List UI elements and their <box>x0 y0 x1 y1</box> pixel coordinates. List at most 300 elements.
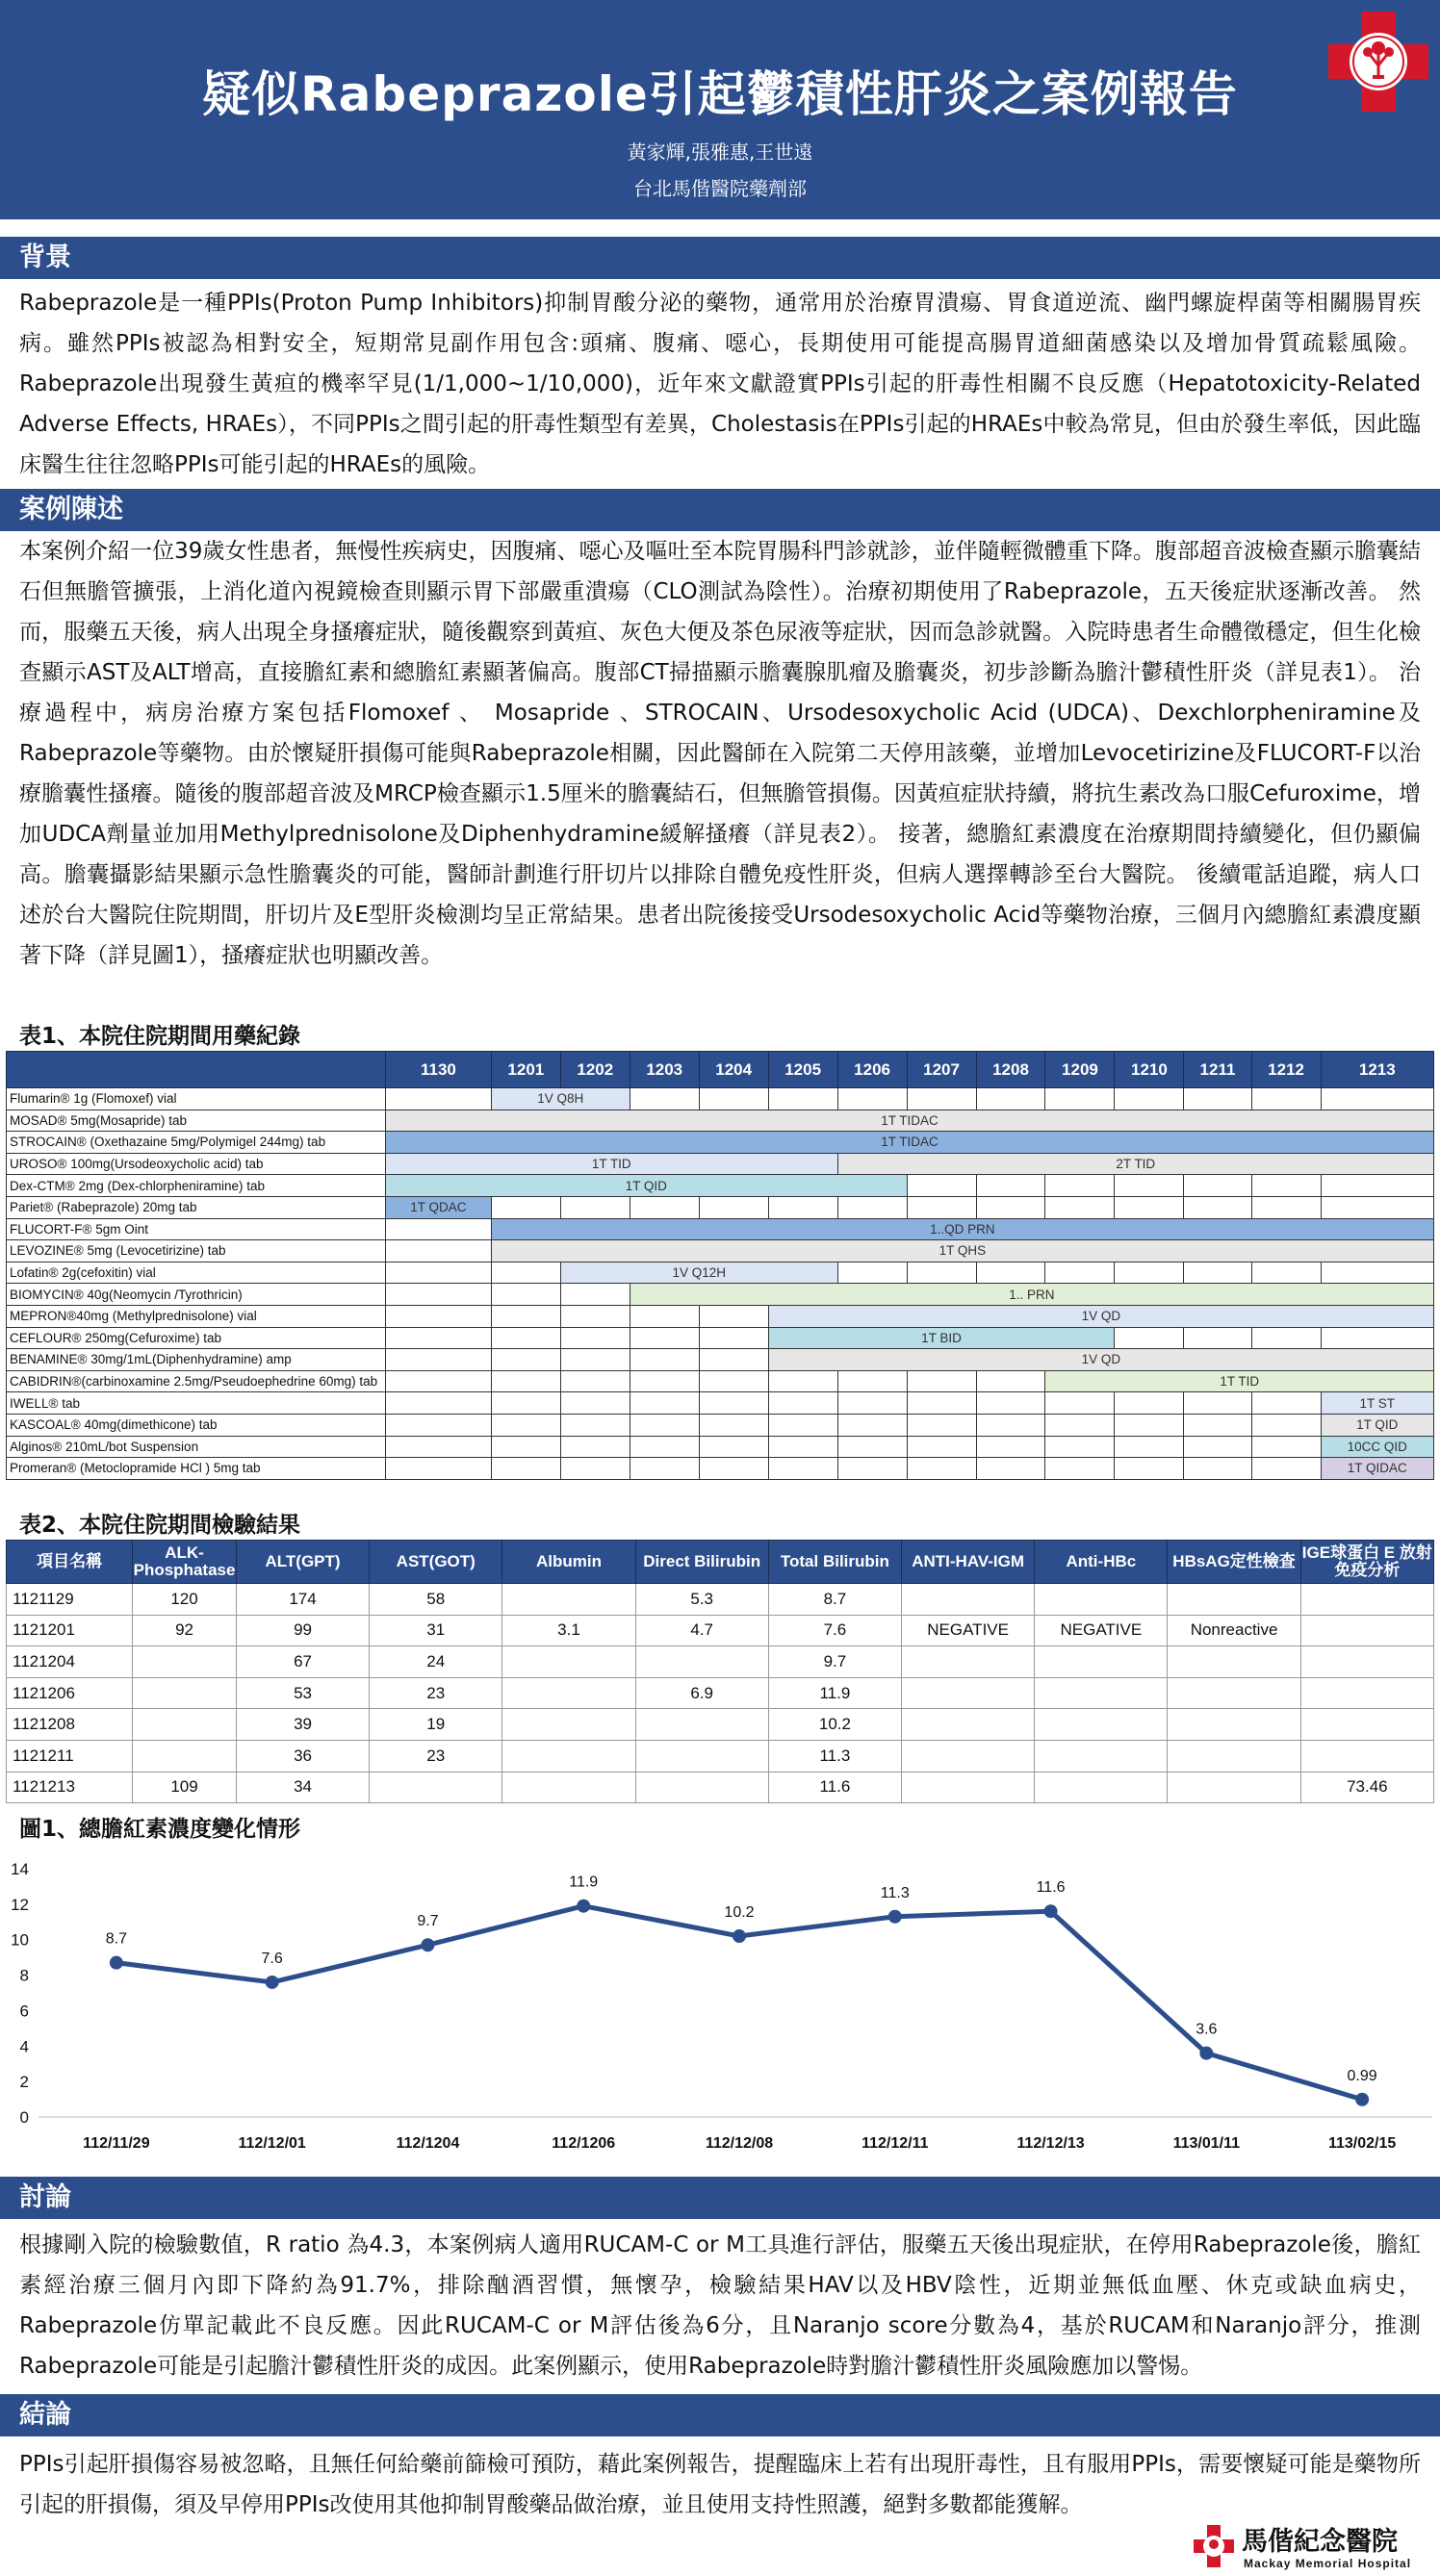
date-col-header: 1201 <box>491 1052 560 1088</box>
empty-cell <box>386 1414 492 1436</box>
empty-cell <box>1251 1436 1321 1458</box>
lab-value-cell <box>1300 1740 1433 1772</box>
empty-cell <box>907 1196 976 1218</box>
empty-cell <box>630 1349 699 1371</box>
x-tick-label: 112/12/11 <box>861 2135 929 2152</box>
lab-row <box>7 1740 1434 1772</box>
empty-cell <box>1115 1436 1184 1458</box>
empty-cell <box>1251 1392 1321 1415</box>
section-heading-discussion: 討論 <box>0 2177 1440 2219</box>
section-heading-conclusion: 結論 <box>0 2394 1440 2436</box>
empty-cell <box>907 1370 976 1392</box>
lab-date-cell: 1121204 <box>7 1646 133 1678</box>
empty-cell <box>386 1262 492 1284</box>
dosage-bar: 1T QID <box>386 1175 908 1197</box>
empty-cell <box>386 1458 492 1480</box>
medication-row <box>7 1284 1434 1306</box>
empty-cell <box>699 1196 768 1218</box>
empty-cell <box>491 1305 560 1327</box>
lab-date-cell: 1121129 <box>7 1584 133 1616</box>
drug-name: BENAMINE® 30mg/1mL(Diphenhydramine) amp <box>7 1349 386 1371</box>
dosage-bar: 1V Q12H <box>560 1262 837 1284</box>
lab-row <box>7 1615 1434 1646</box>
x-tick-label: 112/1206 <box>552 2135 616 2152</box>
drug-name: CABIDRIN®(carbinoxamine 2.5mg/Pseudoephedrine 60mg) tab <box>7 1370 386 1392</box>
date-col-header: 1205 <box>768 1052 837 1088</box>
empty-cell <box>1251 1088 1321 1110</box>
empty-cell <box>1184 1088 1251 1110</box>
empty-cell <box>386 1305 492 1327</box>
empty-cell <box>491 1392 560 1415</box>
dosage-bar: 1T ST <box>1321 1392 1433 1415</box>
data-point <box>733 1929 746 1943</box>
lab-value-cell: 24 <box>370 1646 502 1678</box>
empty-cell <box>907 1458 976 1480</box>
empty-cell <box>560 1349 630 1371</box>
lab-value-cell: 8.7 <box>768 1584 901 1616</box>
lab-value-cell: 4.7 <box>635 1615 768 1646</box>
data-label: 9.7 <box>417 1913 439 1930</box>
medication-row <box>7 1305 1434 1327</box>
empty-cell <box>386 1327 492 1349</box>
lab-col-header: IGE球蛋白 E 放射免疫分析 <box>1300 1541 1433 1584</box>
x-tick-label: 112/12/13 <box>1016 2135 1085 2152</box>
data-point <box>110 1956 123 1970</box>
empty-cell <box>1251 1175 1321 1197</box>
lab-value-cell <box>902 1709 1035 1741</box>
lab-col-header: Albumin <box>502 1541 635 1584</box>
drug-name: UROSO® 100mg(Ursodeoxycholic acid) tab <box>7 1153 386 1175</box>
empty-cell <box>699 1436 768 1458</box>
lab-col-header: Anti-HBc <box>1035 1541 1168 1584</box>
empty-cell <box>1321 1327 1433 1349</box>
empty-cell <box>976 1414 1045 1436</box>
empty-cell <box>976 1436 1045 1458</box>
empty-cell <box>630 1392 699 1415</box>
empty-cell <box>1115 1327 1184 1349</box>
bilirubin-line-chart <box>0 1848 1440 2175</box>
empty-cell <box>837 1436 907 1458</box>
empty-cell <box>1321 1196 1433 1218</box>
empty-cell <box>630 1458 699 1480</box>
lab-value-cell: 174 <box>236 1584 369 1616</box>
lab-value-cell <box>133 1709 237 1741</box>
x-tick-label: 112/12/01 <box>238 2135 306 2152</box>
empty-cell <box>560 1458 630 1480</box>
empty-cell <box>386 1370 492 1392</box>
x-tick-label: 113/02/15 <box>1327 2135 1397 2152</box>
drug-name: Alginos® 210mL/bot Suspension <box>7 1436 386 1458</box>
lab-value-cell: 31 <box>370 1615 502 1646</box>
lab-date-cell: 1121213 <box>7 1772 133 1803</box>
empty-cell <box>630 1414 699 1436</box>
empty-cell <box>1115 1392 1184 1415</box>
empty-cell <box>1184 1414 1251 1436</box>
empty-cell <box>837 1088 907 1110</box>
lab-value-cell <box>133 1677 237 1709</box>
empty-cell <box>699 1370 768 1392</box>
lab-table-header <box>7 1541 1434 1584</box>
date-col-header: 1204 <box>699 1052 768 1088</box>
empty-cell <box>1251 1458 1321 1480</box>
dosage-bar: 1T QIDAC <box>1321 1458 1433 1480</box>
conclusion-text: PPIs引起肝損傷容易被忽略，且無任何給藥前篩檢可預防，藉此案例報告，提醒臨床上若有出現肝毒性，且有服用PPIs，需要懷疑可能是藥物所引起的肝損傷，須及早停用PPIs改使用其他抑制胃酸藥品做治療，並且使用支持性照護，絕對多數都能獲解。 <box>19 2452 1421 2517</box>
lab-value-cell: 67 <box>236 1646 369 1678</box>
empty-cell <box>560 1414 630 1436</box>
lab-value-cell <box>902 1646 1035 1678</box>
dosage-bar: 1T TIDAC <box>386 1109 1434 1132</box>
lab-value-cell <box>1035 1677 1168 1709</box>
lab-value-cell <box>1168 1772 1300 1803</box>
footer-logo-cn: 馬偕紀念醫院 <box>1242 2527 1398 2557</box>
lab-results-table <box>6 1540 1434 1803</box>
empty-cell <box>907 1436 976 1458</box>
lab-value-cell <box>1168 1740 1300 1772</box>
lab-date-cell: 1121208 <box>7 1709 133 1741</box>
empty-cell <box>491 1458 560 1480</box>
empty-cell <box>1045 1436 1115 1458</box>
drug-col-header <box>7 1052 386 1088</box>
y-tick-label: 10 <box>11 1930 29 1950</box>
lab-value-cell: 19 <box>370 1709 502 1741</box>
empty-cell <box>1115 1088 1184 1110</box>
lab-value-cell <box>1168 1646 1300 1678</box>
empty-cell <box>699 1349 768 1371</box>
y-tick-label: 14 <box>11 1860 29 1878</box>
empty-cell <box>907 1414 976 1436</box>
data-point <box>577 1900 590 1913</box>
data-point <box>421 1938 434 1951</box>
footer-logo-icon <box>1194 2525 1234 2567</box>
empty-cell <box>491 1196 560 1218</box>
lab-value-cell <box>635 1646 768 1678</box>
date-col-header: 1211 <box>1184 1052 1251 1088</box>
medication-row <box>7 1370 1434 1392</box>
empty-cell <box>1045 1414 1115 1436</box>
figure1-caption: 圖1、總膽紅素濃度變化情形 <box>19 1817 301 1842</box>
medication-row <box>7 1262 1434 1284</box>
empty-cell <box>560 1284 630 1306</box>
date-col-header: 1207 <box>907 1052 976 1088</box>
lab-value-cell: 99 <box>236 1615 369 1646</box>
data-label: 3.6 <box>1196 2021 1218 2038</box>
lab-value-cell <box>1035 1646 1168 1678</box>
dosage-bar: 1V Q8H <box>491 1088 630 1110</box>
empty-cell <box>976 1196 1045 1218</box>
empty-cell <box>837 1458 907 1480</box>
drug-name: Pariet® (Rabeprazole) 20mg tab <box>7 1196 386 1218</box>
lab-value-cell <box>1035 1584 1168 1616</box>
lab-value-cell: Nonreactive <box>1168 1615 1300 1646</box>
empty-cell <box>1045 1458 1115 1480</box>
date-col-header: 1212 <box>1251 1052 1321 1088</box>
empty-cell <box>386 1240 492 1262</box>
y-tick-label: 4 <box>19 2037 29 2056</box>
medication-row <box>7 1349 1434 1371</box>
lab-value-cell <box>902 1677 1035 1709</box>
empty-cell <box>560 1305 630 1327</box>
background-text: Rabeprazole是一種PPIs(Proton Pump Inhibitors)抑制胃酸分泌的藥物，通常用於治療胃潰瘍、胃食道逆流、幽門螺旋桿菌等相關腸胃疾病。雖然PPIs被認為相對安全，短期常見副作用包含:頭痛、腹痛、噁心，長期使用可能提高腸胃道細菌感染以及增加骨質疏鬆風險。Rabeprazole出現發生黃疸的機率罕見(1/1,000~1/10,000)，近年來文獻證實PPIs引起的肝毒性相關不良反應（Hepatotoxicity-Related Adverse Effects, HRAEs），不同PPIs之間引起的肝毒性類型有差異，Cholestasis在PPIs引起的HRAEs中較為常見，但由於發生率低，因此臨床醫生往往忽略PPIs可能引起的HRAEs的風險。 <box>19 291 1421 477</box>
medication-row <box>7 1414 1434 1436</box>
drug-name: Lofatin® 2g(cefoxitin) vial <box>7 1262 386 1284</box>
medication-row <box>7 1458 1434 1480</box>
lab-row <box>7 1584 1434 1616</box>
data-label: 8.7 <box>105 1930 128 1948</box>
lab-value-cell <box>635 1709 768 1741</box>
dosage-bar: 10CC QID <box>1321 1436 1433 1458</box>
empty-cell <box>386 1392 492 1415</box>
empty-cell <box>907 1392 976 1415</box>
empty-cell <box>1115 1196 1184 1218</box>
empty-cell <box>1045 1088 1115 1110</box>
lab-value-cell: 9.7 <box>768 1646 901 1678</box>
x-tick-label: 112/1204 <box>396 2135 460 2152</box>
x-tick-label: 113/01/11 <box>1172 2135 1241 2152</box>
medication-table-header <box>7 1052 1434 1088</box>
lab-value-cell: NEGATIVE <box>902 1615 1035 1646</box>
empty-cell <box>976 1175 1045 1197</box>
lab-value-cell <box>902 1584 1035 1616</box>
lab-value-cell <box>502 1772 635 1803</box>
empty-cell <box>768 1414 837 1436</box>
empty-cell <box>768 1392 837 1415</box>
lab-value-cell: 120 <box>133 1584 237 1616</box>
medication-row <box>7 1392 1434 1415</box>
data-label: 11.6 <box>1036 1879 1066 1897</box>
data-point <box>888 1910 902 1924</box>
poster-title: 疑似Rabeprazole引起鬱積性肝炎之案例報告 <box>202 66 1238 122</box>
medication-row <box>7 1218 1434 1240</box>
empty-cell <box>976 1392 1045 1415</box>
empty-cell <box>1184 1436 1251 1458</box>
dosage-bar: 1T QDAC <box>386 1196 492 1218</box>
lab-value-cell <box>1035 1772 1168 1803</box>
drug-name: KASCOAL® 40mg(dimethicone) tab <box>7 1414 386 1436</box>
drug-name: IWELL® tab <box>7 1392 386 1415</box>
data-label: 11.9 <box>569 1874 599 1891</box>
dosage-bar: 1.. PRN <box>630 1284 1433 1306</box>
lab-value-cell: 7.6 <box>768 1615 901 1646</box>
lab-row <box>7 1677 1434 1709</box>
empty-cell <box>699 1327 768 1349</box>
data-point <box>1199 2047 1213 2060</box>
empty-cell <box>630 1305 699 1327</box>
empty-cell <box>907 1262 976 1284</box>
empty-cell <box>1045 1392 1115 1415</box>
empty-cell <box>1184 1196 1251 1218</box>
medication-row <box>7 1153 1434 1175</box>
lab-value-cell <box>1300 1615 1433 1646</box>
lab-value-cell <box>1300 1709 1433 1741</box>
empty-cell <box>976 1262 1045 1284</box>
y-tick-label: 8 <box>19 1966 29 1985</box>
lab-value-cell <box>1168 1584 1300 1616</box>
lab-value-cell: 23 <box>370 1677 502 1709</box>
lab-date-cell: 1121211 <box>7 1740 133 1772</box>
lab-value-cell: 36 <box>236 1740 369 1772</box>
empty-cell <box>386 1436 492 1458</box>
empty-cell <box>837 1392 907 1415</box>
empty-cell <box>837 1370 907 1392</box>
lab-value-cell: 34 <box>236 1772 369 1803</box>
empty-cell <box>386 1284 492 1306</box>
dosage-bar: 1T TID <box>386 1153 838 1175</box>
drug-name: FLUCORT-F® 5gm Oint <box>7 1218 386 1240</box>
drug-name: STROCAIN® (Oxethazaine 5mg/Polymigel 244mg) tab <box>7 1132 386 1154</box>
dosage-bar: 1T TIDAC <box>386 1132 1434 1154</box>
medication-row <box>7 1109 1434 1132</box>
lab-value-cell <box>1168 1677 1300 1709</box>
dosage-bar: 1T TID <box>1045 1370 1434 1392</box>
lab-value-cell <box>1168 1709 1300 1741</box>
lab-value-cell: 11.9 <box>768 1677 901 1709</box>
lab-col-header: ALT(GPT) <box>236 1541 369 1584</box>
lab-col-header: 項目名稱 <box>7 1541 133 1584</box>
lab-value-cell: 10.2 <box>768 1709 901 1741</box>
discussion-text: 根據剛入院的檢驗數值，R ratio 為4.3，本案例病人適用RUCAM-C or M工具進行評估，服藥五天後出現症狀，在停用Rabeprazole後，膽紅素經治療三個月內即下降約為91.7%，排除酗酒習慣，無懷孕，檢驗結果HAV以及HBV陰性，近期並無低血壓、休克或缺血病史， Rabeprazole仿單記載此不良反應。因此RUCAM-C or M評估後為6分，且Naranjo score分數為4，基於RUCAM和Naranjo評分，推測Rabeprazole可能是引起膽汁鬱積性肝炎的成因。此案例顯示，使用Rabeprazole時對膽汁鬱積性肝炎風險應加以警惕。 <box>19 2232 1421 2379</box>
medication-row <box>7 1327 1434 1349</box>
empty-cell <box>768 1370 837 1392</box>
empty-cell <box>1115 1262 1184 1284</box>
dosage-bar: 1T BID <box>768 1327 1115 1349</box>
lab-row <box>7 1646 1434 1678</box>
empty-cell <box>768 1088 837 1110</box>
dosage-bar: 1V QD <box>768 1305 1433 1327</box>
medication-row <box>7 1240 1434 1262</box>
lab-value-cell <box>902 1740 1035 1772</box>
empty-cell <box>1115 1458 1184 1480</box>
authors: 黃家輝,張雅惠,王世遠 <box>627 140 813 164</box>
empty-cell <box>560 1392 630 1415</box>
lab-value-cell <box>1300 1646 1433 1678</box>
empty-cell <box>1115 1175 1184 1197</box>
empty-cell <box>386 1218 492 1240</box>
empty-cell <box>1321 1262 1433 1284</box>
data-point <box>266 1976 279 1989</box>
empty-cell <box>1251 1327 1321 1349</box>
lab-value-cell <box>1300 1677 1433 1709</box>
empty-cell <box>630 1327 699 1349</box>
case-text: 本案例介紹一位39歲女性患者，無慢性疾病史，因腹痛、噁心及嘔吐至本院胃腸科門診就診，並伴隨輕微體重下降。腹部超音波檢查顯示膽囊結石但無膽管擴張，上消化道內視鏡檢查則顯示胃下部嚴重潰瘍（CLO測試為陰性）。治療初期使用了Rabeprazole，五天後症狀逐漸改善。 然而，服藥五天後，病人出現全身搔癢症狀，隨後觀察到黃疸、灰色大便及茶色尿液等症狀，因而急診就醫。入院時患者生命體徵穩定，但生化檢查顯示AST及ALT增高，直接膽紅素和總膽紅素顯著偏高。腹部CT掃描顯示膽囊腺肌瘤及膽囊炎，初步診斷為膽汁鬱積性肝炎（詳見表1）。 治療過程中，病房治療方案包括Flomoxef 、 Mosapride 、STROCAIN、Ursodesoxycholic Acid (UDCA)、Dexchlorpheniramine及Rabeprazole等藥物。由於懷疑肝損傷可能與Rabeprazole相關，因此醫師在入院第二天停用該藥，並增加Levocetirizine及FLUCORT-F以治療膽囊性搔癢。隨後的腹部超音波及MRCP檢查顯示1.5厘米的膽囊結石，但無膽管損傷。因黃疸症狀持續，將抗生素改為口服Cefuroxime，增加UDCA劑量並加用Methylprednisolone及Diphenhydramine緩解搔癢（詳見表2）。 接著，總膽紅素濃度在治療期間持續變化，但仍顯偏高。膽囊攝影結果顯示急性膽囊炎的可能，醫師計劃進行肝切片以排除自體免疫性肝炎，但病人選擇轉診至台大醫院。 後續電話追蹤，病人口述於台大醫院住院期間，肝切片及E型肝炎檢測均呈正常結果。患者出院後接受Ursodesoxycholic Acid等藥物治療，三個月內總膽紅素濃度顯著下降（詳見圖1），搔癢症狀也明顯改善。 <box>19 539 1421 968</box>
data-point <box>1355 2093 1369 2106</box>
drug-name: BIOMYCIN® 40g(Neomycin /Tyrothricin) <box>7 1284 386 1306</box>
lab-col-header: HBsAG定性檢查 <box>1168 1541 1300 1584</box>
empty-cell <box>630 1088 699 1110</box>
lab-date-cell: 1121201 <box>7 1615 133 1646</box>
medication-row <box>7 1436 1434 1458</box>
lab-value-cell <box>502 1646 635 1678</box>
empty-cell <box>699 1305 768 1327</box>
empty-cell <box>491 1284 560 1306</box>
lab-value-cell <box>902 1772 1035 1803</box>
lab-value-cell <box>502 1740 635 1772</box>
drug-name: Promeran® (Metoclopramide HCl ) 5mg tab <box>7 1458 386 1480</box>
date-col-header: 1203 <box>630 1052 699 1088</box>
lab-value-cell: 23 <box>370 1740 502 1772</box>
medication-row <box>7 1088 1434 1110</box>
lab-value-cell <box>502 1709 635 1741</box>
drug-name: Flumarin® 1g (Flomoxef) vial <box>7 1088 386 1110</box>
empty-cell <box>1251 1262 1321 1284</box>
data-label: 0.99 <box>1347 2067 1377 2084</box>
empty-cell <box>630 1370 699 1392</box>
lab-value-cell: 109 <box>133 1772 237 1803</box>
empty-cell <box>699 1392 768 1415</box>
lab-value-cell: 5.3 <box>635 1584 768 1616</box>
empty-cell <box>560 1370 630 1392</box>
empty-cell <box>1045 1262 1115 1284</box>
dosage-bar: 1..QD PRN <box>491 1218 1433 1240</box>
dosage-bar: 1T QID <box>1321 1414 1433 1436</box>
y-tick-label: 2 <box>19 2073 29 2092</box>
empty-cell <box>1184 1327 1251 1349</box>
empty-cell <box>1251 1196 1321 1218</box>
footer-logo-en: Mackay Memorial Hospital <box>1244 2557 1412 2570</box>
medication-row <box>7 1132 1434 1154</box>
empty-cell <box>1115 1414 1184 1436</box>
lab-col-header: AST(GOT) <box>370 1541 502 1584</box>
lab-value-cell: 39 <box>236 1709 369 1741</box>
affiliation: 台北馬偕醫院藥劑部 <box>633 177 807 200</box>
drug-name: CEFLOUR® 250mg(Cefuroxime) tab <box>7 1327 386 1349</box>
lab-value-cell: 6.9 <box>635 1677 768 1709</box>
table1-caption: 表1、本院住院期間用藥紀錄 <box>19 1024 301 1049</box>
medication-row <box>7 1196 1434 1218</box>
empty-cell <box>768 1458 837 1480</box>
empty-cell <box>560 1436 630 1458</box>
lab-value-cell: 58 <box>370 1584 502 1616</box>
empty-cell <box>976 1458 1045 1480</box>
lab-col-header: Total Bilirubin <box>768 1541 901 1584</box>
data-label: 10.2 <box>724 1904 755 1922</box>
empty-cell <box>386 1088 492 1110</box>
lab-value-cell: 92 <box>133 1615 237 1646</box>
section-heading-background: 背景 <box>0 237 1440 279</box>
lab-value-cell <box>133 1646 237 1678</box>
lab-col-header: ANTI-HAV-IGM <box>902 1541 1035 1584</box>
y-tick-label: 0 <box>19 2108 29 2127</box>
empty-cell <box>976 1088 1045 1110</box>
table2-caption: 表2、本院住院期間檢驗結果 <box>19 1513 301 1538</box>
date-col-header: 1208 <box>976 1052 1045 1088</box>
medication-row <box>7 1175 1434 1197</box>
empty-cell <box>1184 1175 1251 1197</box>
date-col-header: 1209 <box>1045 1052 1115 1088</box>
empty-cell <box>491 1414 560 1436</box>
y-tick-label: 6 <box>19 2002 29 2021</box>
lab-value-cell: 11.3 <box>768 1740 901 1772</box>
lab-value-cell <box>1035 1709 1168 1741</box>
lab-value-cell <box>635 1740 768 1772</box>
empty-cell <box>630 1436 699 1458</box>
lab-value-cell <box>1300 1584 1433 1616</box>
poster-header <box>0 0 1440 219</box>
dosage-bar: 1V QD <box>768 1349 1433 1371</box>
lab-value-cell <box>133 1740 237 1772</box>
lab-col-header: ALK-Phosphatase <box>133 1541 237 1584</box>
empty-cell <box>699 1414 768 1436</box>
empty-cell <box>976 1370 1045 1392</box>
lab-date-cell: 1121206 <box>7 1677 133 1709</box>
empty-cell <box>630 1196 699 1218</box>
data-point <box>1044 1904 1058 1918</box>
section-heading-case: 案例陳述 <box>0 489 1440 531</box>
empty-cell <box>491 1262 560 1284</box>
empty-cell <box>837 1262 907 1284</box>
medication-table <box>6 1051 1434 1480</box>
lab-value-cell: 53 <box>236 1677 369 1709</box>
drug-name: MOSAD® 5mg(Mosapride) tab <box>7 1109 386 1132</box>
